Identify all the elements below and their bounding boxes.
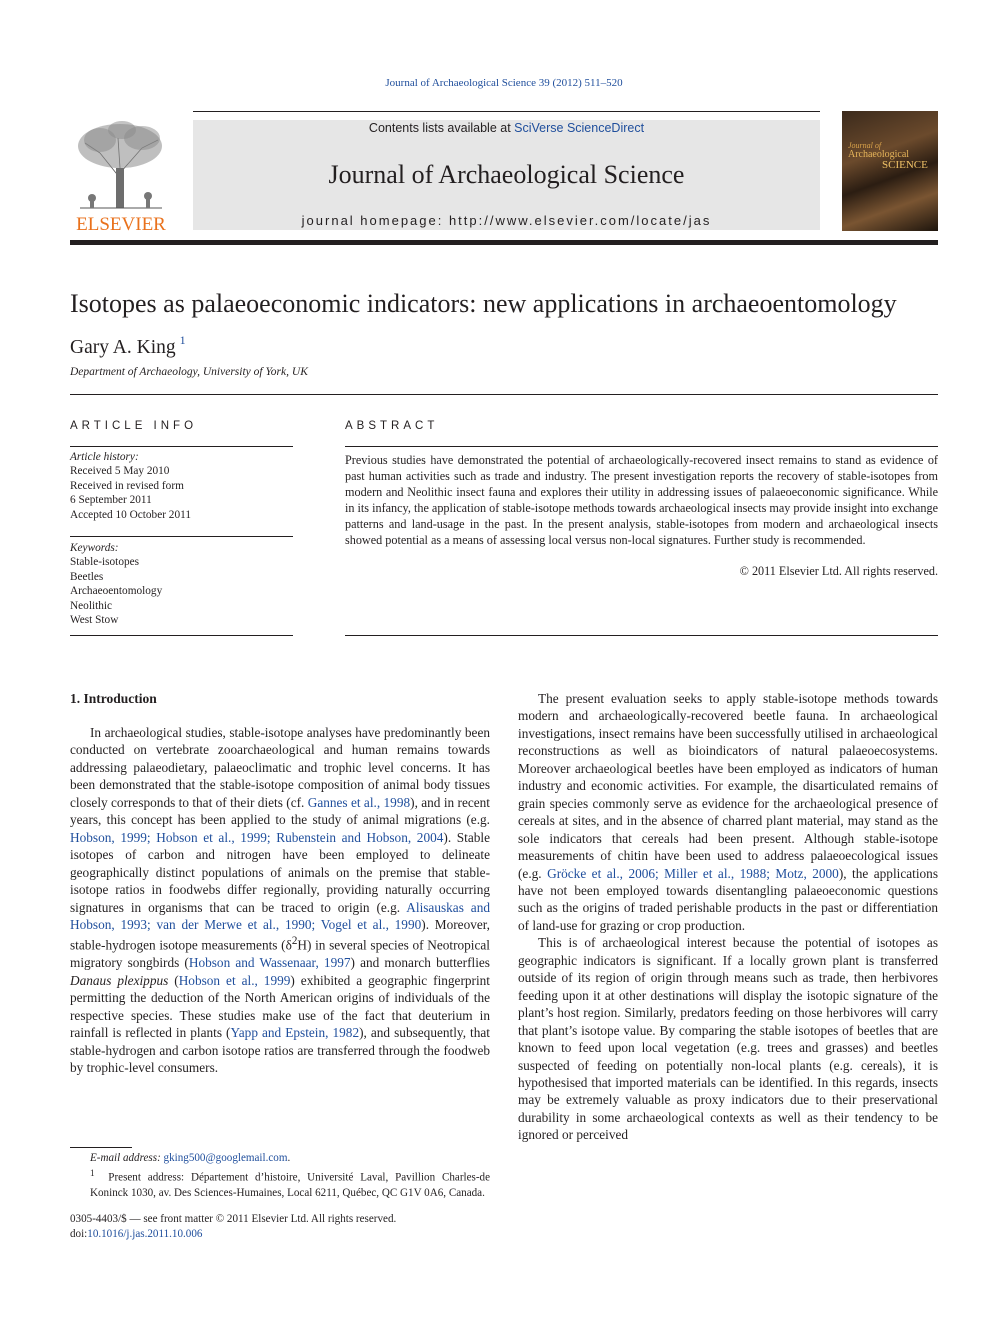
intro-paragraph-3: [518, 934, 938, 1143]
abstract-rule: [345, 446, 938, 447]
history-item: Accepted 10 October 2011: [70, 508, 191, 521]
email-end: .: [287, 1152, 291, 1164]
header-bottom-rule: [70, 240, 938, 245]
cover-text-2: Archaeological: [848, 149, 910, 160]
author-name[interactable]: Gary A. King: [70, 337, 176, 358]
bottom-meta: [70, 1212, 396, 1242]
contents-line: [193, 121, 820, 135]
keyword-item: Archaeoentomology: [70, 585, 163, 598]
present-address-text: Present address: Département d’histoire, Université Laval, Pavillion Charles-de Koninck 1030, av. Des Sciences-Humaines, Local 6211, Québec, QC G1V 0A6, Canada.: [90, 1171, 491, 1199]
keyword-item: Stable-isotopes: [70, 556, 140, 569]
affiliation: Department of Archaeology, University of York, UK: [70, 366, 308, 378]
citation-link[interactable]: Hobson, 1999; Hobson et al., 1999; Rubenstein and Hobson, 2004: [70, 829, 444, 845]
history-label: Article history:: [70, 451, 139, 463]
citation-link[interactable]: Alisauskas and Hobson, 1993; van der Merwe et al., 1990; Vogel et al., 1990: [70, 899, 490, 932]
right-column: [518, 690, 938, 1144]
author-line: [70, 333, 186, 359]
text-run: ), the applications have not been employed towards disentangling palaeoeconomic questions such as the origins of traded perishable products in the past or differentiation of land-use for grazing or crop production.: [518, 865, 939, 933]
keywords: [70, 541, 162, 627]
email-footnote: [70, 1151, 490, 1167]
history-item: Received in revised form: [70, 479, 184, 492]
journal-banner: [193, 120, 820, 230]
text-run: ), and subsequently, that stable-hydrogen and carbon isotope ratios are transferred through the foodweb by trophic-level consumers.: [70, 1025, 490, 1076]
citation-link[interactable]: Hobson and Wassenaar, 1997: [188, 955, 351, 971]
keywords-rule: [70, 536, 293, 537]
abstract-heading: ABSTRACT: [345, 420, 439, 432]
journal-citation[interactable]: Journal of Archaeological Science 39 (2012) 511–520: [385, 77, 623, 89]
citation-link[interactable]: Gröcke et al., 2006; Miller et al., 1988; Motz, 2000: [547, 865, 839, 881]
footnote-rule: [70, 1147, 132, 1148]
text-run: This is of archaeological interest because the potential of isotopes as geographic indicators is significant. If a locally grown plant is transferred outside of its region of origin through means such as trade, then herbivores feeding upon it at other destinations will display the isotopic signature of the plant’s host region. Similarly, predators feeding on those herbivores will carry that plant’s isotope value. By comparing the stable isotopes of beetles that are known to feed upon local vegetation (e.g. trees and grasses) and beetles suspected of feeding on potentially non-local plants (e.g. cereals), it is hypothesised that imported materials can be identified. In this regards, insects may be extremely valuable as proxy indicators due to their preservational durability in some archaeological contexts as well as their tendency to be ignored or perceived: [518, 935, 938, 1143]
text-run: ) and monarch butterflies: [350, 955, 490, 971]
history-item: Received 5 May 2010: [70, 465, 170, 478]
left-column: [70, 724, 490, 1076]
journal-homepage[interactable]: journal homepage: http://www.elsevier.com/locate/jas: [301, 213, 712, 228]
sciencedirect-link[interactable]: SciVerse ScienceDirect: [514, 121, 645, 135]
keyword-item: Neolithic: [70, 599, 113, 612]
author-footnote-marker[interactable]: 1: [179, 333, 186, 347]
citation-link[interactable]: Yapp and Epstein, 1982: [230, 1025, 360, 1041]
section-heading-introduction: 1. Introduction: [70, 691, 157, 706]
citation-link[interactable]: Hobson et al., 1999: [178, 972, 291, 988]
article-title: Isotopes as palaeoeconomic indicators: new applications in archaeoentomology: [70, 289, 897, 318]
text-run: ), and in recent years, this concept has been applied to the study of animal migrations (e.g.: [70, 794, 490, 828]
keywords-label: Keywords:: [70, 542, 119, 554]
abstract-text: Previous studies have demonstrated the potential of archaeologically-recovered insect remains to stand as evidence of past human activities such as trade and industry. The present investigation reports the recovery of stable-isotopes from modern and Neolithic insect fauna and explores their utility in addressing issues of palaeoeconomic significance. While in its infancy, the application of stable-isotope methods towards archaeological insects may provide insight into exchange patterns and land-usage in the past. In the present analysis, stable-isotopes from modern and archaeological insects showed potential as a means of assessing local versus non-local signatures. Further study is recommended.: [345, 453, 938, 547]
email-link[interactable]: gking500@googlemail.com: [163, 1152, 288, 1164]
elsevier-wordmark: ELSEVIER: [76, 214, 166, 235]
intro-paragraph-1: [70, 724, 490, 1076]
doi-line: [70, 1227, 396, 1242]
elsevier-tree-icon: [70, 118, 172, 214]
text-run: H) in several species of Neotropical migratory songbirds (: [70, 937, 490, 971]
text-run: (: [168, 972, 179, 988]
cover-text-3: SCIENCE: [882, 159, 928, 171]
abstract-copyright: © 2011 Elsevier Ltd. All rights reserved.: [739, 564, 938, 578]
title-divider: [70, 394, 938, 395]
keyword-item: West Stow: [70, 614, 119, 627]
history-item: 6 September 2011: [70, 494, 152, 507]
elsevier-logo[interactable]: [70, 118, 172, 233]
superscript: 2: [291, 935, 298, 948]
journal-cover-image[interactable]: [842, 111, 938, 231]
keyword-item: Beetles: [70, 570, 104, 583]
text-run: ). Stable isotopes of carbon and nitrogen have been employed to delineate geographically distinct populations of animals on the premise that stable-isotope ratios in foodwebs differ regionally, providing naturally occurring signatures in organisms that can be traced to origin (e.g.: [70, 829, 490, 915]
info-bottom-rule: [70, 635, 293, 636]
abstract-bottom-rule: [345, 635, 938, 636]
doi-link[interactable]: 10.1016/j.jas.2011.10.006: [87, 1228, 203, 1240]
intro-paragraph-2: [518, 690, 938, 934]
citation-link[interactable]: Gannes et al., 1998: [307, 794, 411, 810]
footnote-number: 1: [90, 1168, 95, 1179]
article-history: [70, 450, 191, 522]
footnotes: [70, 1151, 490, 1201]
article-info-heading: ARTICLE INFO: [70, 420, 198, 432]
text-run: The present evaluation seeks to apply stable-isotope methods towards modern and archaeologically-recovered beetle fauna. In archaeological investigations, insect remains have been successfully utilised in archaeological reconstructions as well as bioindicators of natural palaeoecosystems. Moreover archaeological beetles have been employed as indicators of human industry and economic activities. For example, the disarticulated remains of grain species commonly serve as evidence for the archaeological presence of cereals at sites, and in the absence of charred plant material, may stand as the sole indicators that cereals had been present. Although stable-isotope measurements of chitin have been used to address palaeoecological issues (e.g.: [518, 691, 938, 881]
doi-prefix: doi:: [70, 1228, 88, 1240]
text-run: ) exhibited a geographic fingerprint permitting the deduction of the North American origins of individuals of the respective species. These studies make use of the fact that deuterium in rainfall is reflected in plants (: [70, 972, 491, 1041]
text-run: ). Moreover, stable-hydrogen isotope measurements (δ: [70, 916, 490, 953]
article-info-rule: [70, 446, 293, 447]
journal-title: Journal of Archaeological Science: [328, 160, 685, 189]
present-address-footnote: [70, 1167, 490, 1202]
issn-line: 0305-4403/$ — see front matter © 2011 Elsevier Ltd. All rights reserved.: [70, 1213, 397, 1225]
email-label: E-mail address:: [90, 1152, 164, 1164]
cover-text-1: Journal of: [848, 141, 882, 150]
species-name: Danaus plexippus: [70, 972, 169, 988]
text-run: In archaeological studies, stable-isotope analyses have predominantly been conducted on vertebrate zooarchaeological and human remains towards addressing palaeodietary, palaeoclimatic and trophic level concerns. It has been demonstrated that the stable-isotope composition of animal body tissues closely corresponds to that of their diets (cf.: [70, 725, 490, 810]
header-top-rule: [193, 111, 820, 112]
contents-prefix: Contents lists available at: [368, 121, 515, 135]
